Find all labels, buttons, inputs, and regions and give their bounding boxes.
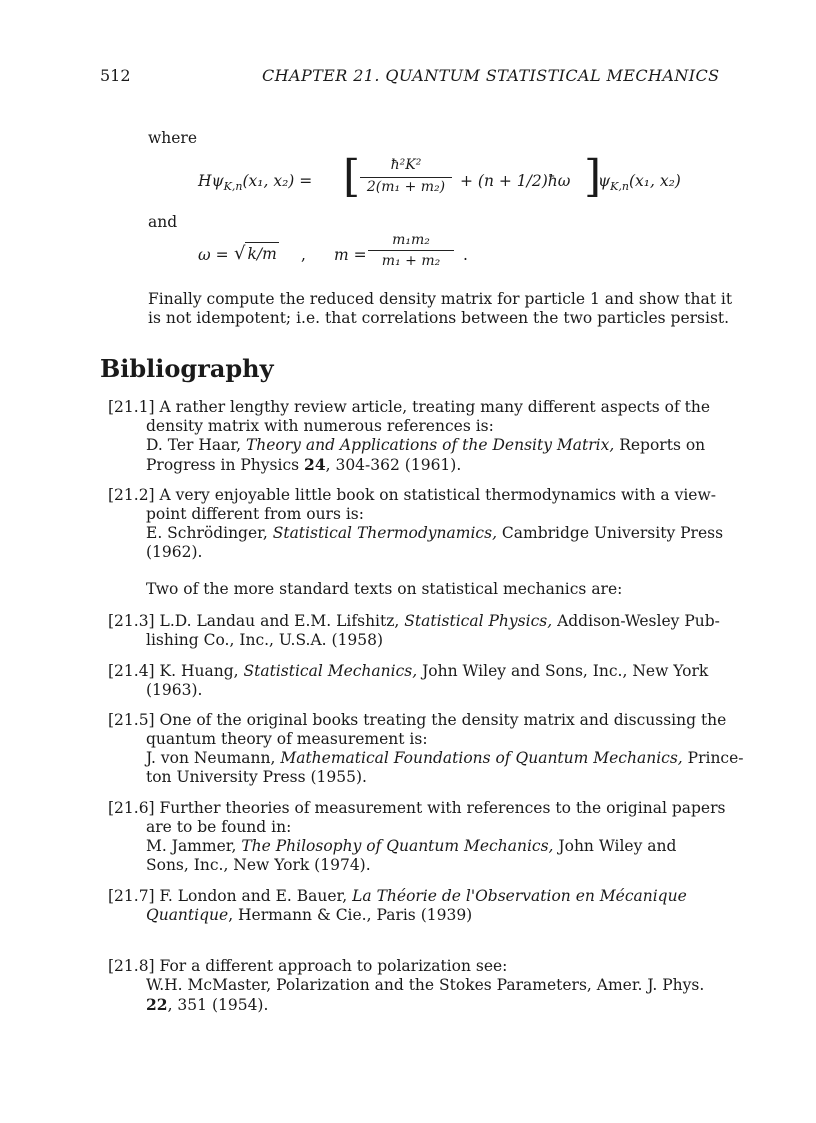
reference-citation: [21.4] K. Huang, Statistical Mechanics, John Wiley and Sons, Inc., New York [108,662,709,680]
eq2-separator: , [301,246,306,264]
omega-lhs: ω = [198,246,229,264]
reference-line: Quantique, Hermann & Cie., Paris (1939) [146,906,473,924]
fraction-numerator: m₁m₂ [392,232,430,248]
eq1-middle-term: + (n + 1/2)ħω [460,172,571,190]
reference-21-8 [108,957,758,1015]
fraction-denominator: m₁ + m₂ [381,253,441,269]
fraction-bar [368,250,454,251]
eq2-period: . [463,246,468,264]
reference-line: [21.1] A rather lengthy review article, treating many different aspects of the [108,398,711,416]
reference-line: quantum theory of measurement is: [146,730,428,748]
reference-21-1 [108,398,758,475]
reference-citation: [21.7] F. London and E. Bauer, La Théorie de l'Observation en Mécanique [108,887,687,905]
eq1-lhs: $H\psi_{K,n}(x_1$, x₂) = [198,172,313,194]
reference-line: point different from ours is: [146,505,364,523]
reference-line: density matrix with numerous references is: [146,417,494,435]
reference-line: Progress in Physics 24, 304-362 (1961). [146,455,462,474]
reference-citation: [21.3] L.D. Landau and E.M. Lifshitz, Statistical Physics, Addison-Wesley Pub- [108,612,720,630]
left-bracket: [ [343,151,361,202]
text-where: where [148,129,198,147]
reference-21-6 [108,799,758,875]
reference-line: [21.2] A very enjoyable little book on statistical thermodynamics with a view- [108,486,716,504]
paragraph-line: is not idempotent; i.e. that correlations between the two particles persist. [148,309,730,327]
sqrt-body: k/m [245,242,278,263]
reference-line: [21.6] Further theories of measurement with references to the original papers [108,799,726,817]
reference-citation: D. Ter Haar, Theory and Applications of the Density Matrix, Reports on [146,436,706,454]
paragraph-line: Finally compute the reduced density matrix for particle 1 and show that it [148,290,733,308]
reference-line: are to be found in: [146,818,292,836]
reference-21-4 [108,662,758,700]
reference-line: [21.5] One of the original books treating the density matrix and discussing the [108,711,727,729]
text-and: and [148,213,178,231]
reference-line: 22, 351 (1954). [146,995,269,1014]
running-header: CHAPTER 21. QUANTUM STATISTICAL MECHANICS [262,66,720,85]
sqrt-expression: √ k/m [234,243,277,264]
reference-citation: J. von Neumann, Mathematical Foundations of Quantum Mechanics, Prince- [146,749,744,767]
reference-line: lishing Co., Inc., U.S.A. (1958) [146,631,384,649]
section-heading-bibliography: Bibliography [100,354,274,383]
reference-line: (1962). [146,543,203,561]
reference-line: ton University Press (1955). [146,768,367,786]
reference-line: Sons, Inc., New York (1974). [146,856,371,874]
reduced-mass-fraction [368,232,454,269]
eq1-fraction [358,157,454,195]
reference-citation: W.H. McMaster, Polarization and the Stokes Parameters, Amer. J. Phys. [146,976,705,994]
reference-21-3 [108,612,758,650]
reference-21-7 [108,887,758,925]
reference-citation: M. Jammer, The Philosophy of Quantum Mechanics, John Wiley and [146,837,677,855]
reference-line: [21.8] For a different approach to polarization see: [108,957,508,975]
reference-21-2 [108,486,758,562]
omega-mass-equation [198,232,498,284]
reference-citation: E. Schrödinger, Statistical Thermodynamics, Cambridge University Press [146,524,724,542]
reference-line: (1963). [146,681,203,699]
hamiltonian-equation [198,151,718,207]
reference-21-5 [108,711,758,787]
bibliography-note: Two of the more standard texts on statistical mechanics are: [146,580,623,598]
eq1-rhs: $\psi_{K,n}(x_1$, x₂) [598,172,681,194]
page-number: 512 [100,66,131,85]
eq1-fraction-denominator: 2(m₁ + m₂) [366,179,446,195]
eq1-fraction-numerator: ħ²K² [390,157,422,173]
m-lhs: m = [334,246,367,264]
right-bracket: ] [584,151,602,202]
exercise-paragraph [148,290,732,328]
